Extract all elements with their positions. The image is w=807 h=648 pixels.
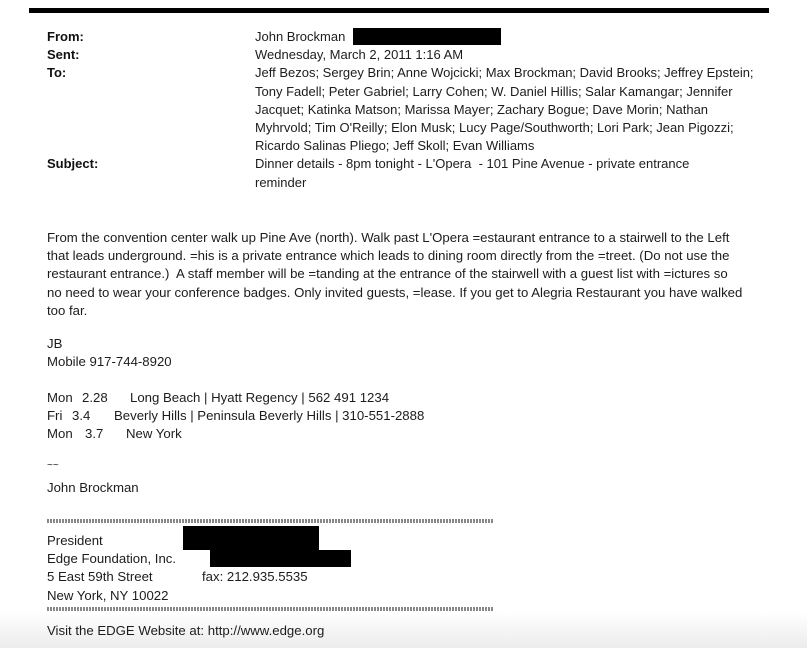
to-line: Ricardo Salinas Pliego; Jeff Skoll; Evan Williams — [255, 138, 535, 154]
signature-title-row — [47, 532, 547, 550]
to-line: Jeff Bezos; Sergey Brin; Anne Wojcicki; Max Brockman; David Brooks; Jeffrey Epstein; — [255, 65, 754, 81]
body-line: no need to wear your conference badges. Only invited guests, =lease. If you get to Alegria Restaurant you have walked — [47, 284, 743, 300]
redacted-email-signature — [210, 550, 351, 567]
signature-city-row — [47, 587, 547, 605]
subject-line: reminder — [255, 174, 307, 190]
website-line: Visit the EDGE Website at: http://www.edge.org — [47, 623, 325, 638]
mobile-number: Mobile 917-744-8920 — [47, 354, 172, 370]
body-line: too far. — [47, 302, 88, 318]
body-line: restaurant entrance.) A staff member will be =tanding at the entrance of the stairwell with a guest list with =ictures so — [47, 266, 728, 282]
redacted-email — [353, 28, 501, 45]
itinerary — [47, 389, 424, 444]
signature-street-row — [47, 568, 547, 586]
from-label: From: — [47, 29, 84, 44]
subject-value — [255, 155, 767, 191]
itinerary-details: New York — [126, 426, 182, 442]
itinerary-date: 2.28 — [82, 390, 108, 405]
email-body-paragraph — [47, 229, 762, 320]
body-line: that leads underground. =his is a private entrance which leads to dining room directly from the =treet. (Do not use the — [47, 248, 730, 264]
to-label: To: — [47, 65, 67, 81]
subject-row — [47, 155, 767, 191]
sent-row — [47, 46, 767, 64]
itinerary-row — [47, 389, 424, 407]
itinerary-row — [47, 407, 424, 425]
body-line: From the convention center walk up Pine Ave (north). Walk past L'Opera =estaurant entrance to a stairwell to the Left — [47, 230, 730, 245]
from-row — [47, 28, 767, 46]
itinerary-date: 3.4 — [72, 408, 91, 424]
subject-label: Subject: — [47, 156, 99, 172]
subject-line: Dinner details - 8pm tonight - L'Opera - 101 Pine Avenue - private entrance — [255, 156, 690, 172]
to-line: Jacquet; Katinka Matson; Marissa Mayer; Zachary Bogue; Dave Morin; Nathan — [255, 101, 709, 117]
to-line: Myhrvold; Tim O'Reilly; Elon Musk; Lucy Page/Southworth; Lori Park; Jean Pigozzi; — [255, 120, 734, 136]
sent-value: Wednesday, March 2, 2011 1:16 AM — [255, 47, 464, 63]
to-line: Tony Fadell; Peter Gabriel; Larry Cohen; W. Daniel Hillis; Salar Kamangar; Jennifer — [255, 83, 733, 99]
redacted-phone — [183, 526, 319, 550]
signature-title: President — [47, 533, 103, 548]
itinerary-day: Fri — [47, 408, 63, 424]
sender-initials-block — [47, 335, 172, 371]
email-header — [47, 28, 767, 192]
itinerary-day: Mon — [47, 426, 73, 442]
tilde-separator: ~~ — [47, 460, 59, 471]
itinerary-date: 3.7 — [85, 426, 104, 442]
signature-name: John Brockman — [47, 480, 139, 495]
signature-block — [47, 532, 547, 605]
itinerary-row — [47, 425, 424, 443]
signature-bottom-divider — [47, 607, 494, 611]
itinerary-details: Long Beach | Hyatt Regency | 562 491 1234 — [130, 390, 390, 405]
signature-street: 5 East 59th Street — [47, 569, 153, 585]
signature-organization: Edge Foundation, Inc. — [47, 551, 177, 567]
from-value: John Brockman — [255, 29, 346, 44]
to-value — [255, 64, 767, 155]
signature-fax: fax: 212.935.5535 — [202, 569, 308, 585]
to-row — [47, 64, 767, 155]
initials: JB — [47, 336, 63, 351]
sent-label: Sent: — [47, 47, 80, 63]
top-divider — [29, 8, 769, 13]
itinerary-day: Mon — [47, 390, 73, 405]
itinerary-details: Beverly Hills | Peninsula Beverly Hills | 310-551-2888 — [114, 408, 425, 424]
signature-city: New York, NY 10022 — [47, 587, 169, 603]
signature-org-row — [47, 550, 547, 568]
signature-top-divider — [47, 519, 494, 523]
